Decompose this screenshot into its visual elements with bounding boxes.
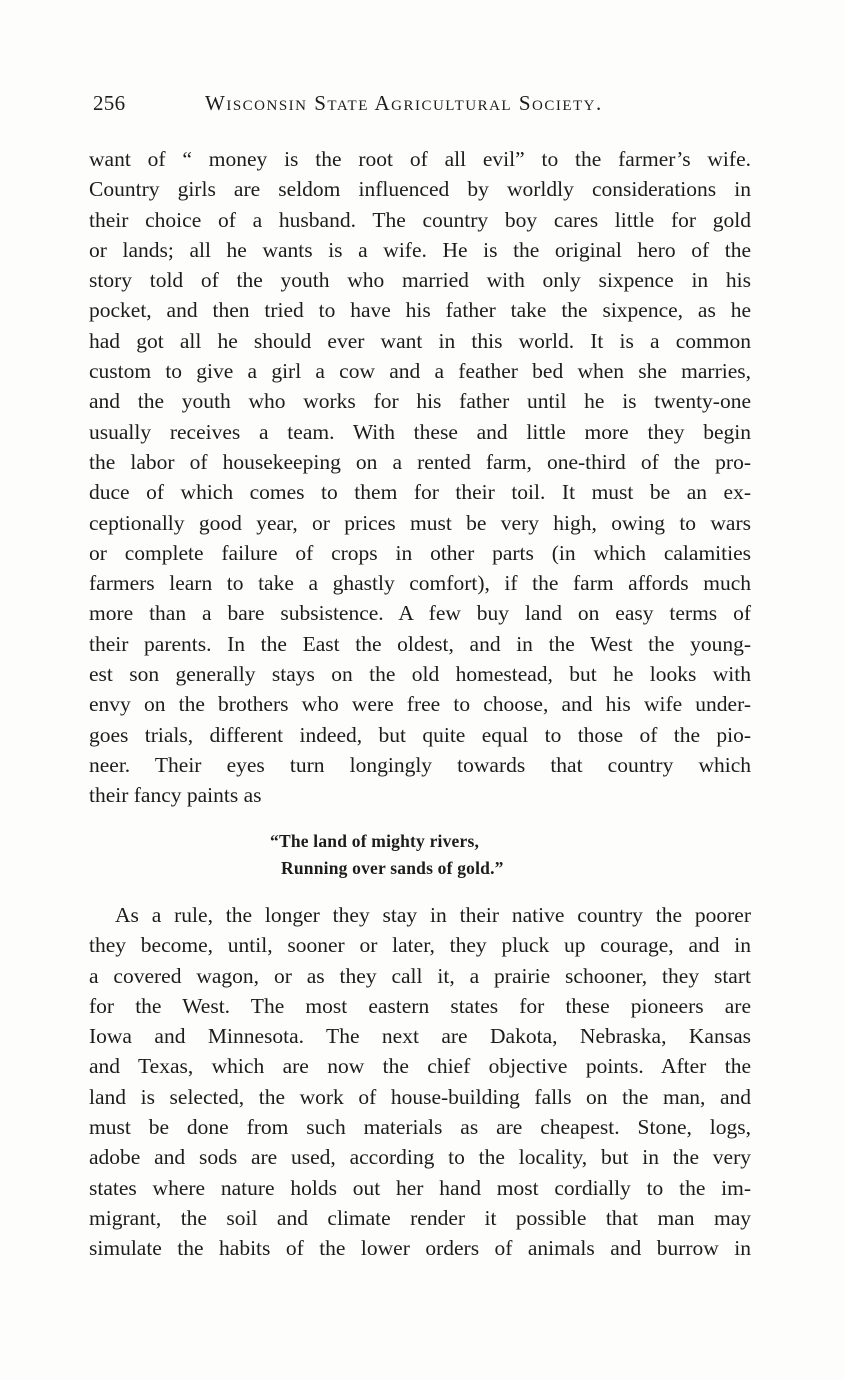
text-line: goes trials, different indeed, but quite equal to those of the pio- [89, 722, 751, 747]
running-title: Wisconsin State Agricultural Society. [205, 91, 603, 115]
text-line: more than a bare subsistence. A few buy land on easy terms of [89, 601, 751, 626]
text-line: their parents. In the East the oldest, and in the West the young- [89, 631, 751, 656]
text-line: Country girls are seldom influenced by worldly considerations in [89, 177, 751, 202]
text-line: states where nature holds out her hand most cordially to the im- [89, 1175, 751, 1200]
text-line: est son generally stays on the old homestead, but he looks with [89, 662, 751, 687]
text-line: ceptionally good year, or prices must be very high, owing to wars [89, 510, 751, 535]
text-line: and the youth who works for his father until he is twenty-one [89, 389, 751, 414]
text-line: or lands; all he wants is a wife. He is the original hero of the [89, 237, 751, 262]
text-line: their fancy paints as [89, 783, 262, 808]
text-line: land is selected, the work of house-building falls on the man, and [89, 1084, 751, 1109]
text-line: the labor of housekeeping on a rented farm, one-third of the pro- [89, 449, 751, 474]
text-line: farmers learn to take a ghastly comfort), if the farm affords much [89, 571, 751, 596]
text-line: they become, until, sooner or later, they pluck up courage, and in [89, 933, 751, 958]
text-line: their choice of a husband. The country boy cares little for gold [89, 207, 751, 232]
paragraph-continued [89, 144, 751, 811]
text-line: usually receives a team. With these and little more they begin [89, 419, 751, 444]
text-line: must be done from such materials as are cheapest. Stone, logs, [89, 1115, 751, 1140]
text-line: duce of which comes to them for their toil. It must be an ex- [89, 480, 751, 505]
text-line: had got all he should ever want in this world. It is a common [89, 328, 751, 353]
paragraph [89, 900, 751, 1264]
page-number: 256 [93, 91, 126, 115]
text-line: As a rule, the longer they stay in their native country the poorer [115, 903, 751, 927]
text-line: want of “ money is the root of all evil” to the farmer’s wife. [89, 147, 751, 171]
text-line: envy on the brothers who were free to choose, and his wife under- [89, 692, 751, 717]
text-line: adobe and sods are used, according to the locality, but in the very [89, 1145, 751, 1170]
text-line: for the West. The most eastern states for these pioneers are [89, 993, 751, 1018]
text-line: custom to give a girl a cow and a feather bed when she marries, [89, 359, 751, 384]
text-line: a covered wagon, or as they call it, a prairie schooner, they start [89, 963, 751, 988]
text-line: or complete failure of crops in other parts (in which calamities [89, 540, 751, 565]
text-line: Iowa and Minnesota. The next are Dakota, Nebraska, Kansas [89, 1024, 751, 1049]
quote-line: Running over sands of gold.” [281, 858, 504, 878]
text-line: story told of the youth who married with only sixpence in his [89, 268, 751, 293]
verse-quotation [270, 828, 600, 882]
quote-line: “The land of mighty rivers, [270, 831, 480, 851]
text-line: migrant, the soil and climate render it possible that man may [89, 1205, 751, 1230]
text-line: pocket, and then tried to have his father take the sixpence, as he [89, 298, 751, 323]
page-header [93, 88, 653, 118]
text-line: and Texas, which are now the chief objective points. After the [89, 1054, 751, 1079]
text-line: neer. Their eyes turn longingly towards that country which [89, 752, 751, 777]
text-line: simulate the habits of the lower orders of animals and burrow in [89, 1236, 751, 1261]
